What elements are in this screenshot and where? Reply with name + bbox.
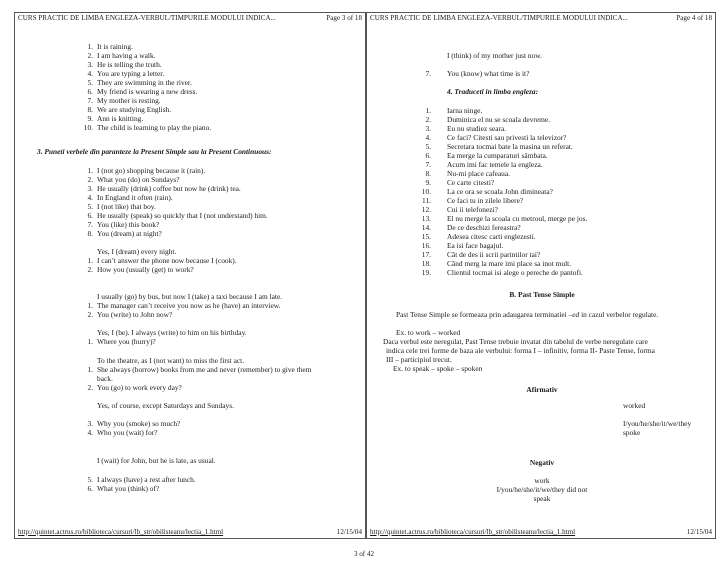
list-number: 3. — [87, 184, 93, 193]
list-number: 18. — [421, 259, 431, 268]
list-item: Ann is knitting. — [97, 114, 144, 123]
paragraph-line: indica cele trei forme de baza ale verbului: forma I – infinitiv, forma II- Paste Tense, forma — [386, 346, 655, 355]
list-item: The child is learning to play the piano. — [97, 123, 212, 132]
list-item: It is raining. — [97, 42, 133, 51]
list-number: 1. — [87, 337, 93, 346]
list-number: 13. — [421, 214, 431, 223]
list-item: The manager can’t receive you now as he (have) an interview. — [97, 301, 281, 310]
afirmativ-form: spoke — [623, 428, 641, 437]
list-item: He usually (drink) coffee but now he (drink) tea. — [97, 184, 241, 193]
list-item: I always (have) a rest after lunch. — [97, 475, 196, 484]
list-number: 2. — [87, 310, 93, 319]
list-item: Who you (wait) for? — [97, 428, 158, 437]
afirmativ-form: worked — [623, 401, 646, 410]
negativ-title: Negativ — [529, 458, 555, 467]
list-item: El nu merge la scoala cu metroul, merge pe jos. — [447, 214, 588, 223]
list-item: Cui ii telefonezi? — [447, 205, 498, 214]
list-number: 19. — [421, 268, 431, 277]
list-item: Ce faci? Citesti sau privesti la televizor? — [447, 133, 567, 142]
answer-line: Yes, of course, except Saturdays and Sundays. — [97, 401, 234, 410]
afirmativ-title: Afirmativ — [526, 385, 558, 394]
page-footer — [18, 528, 362, 536]
list-item: De ce deschizi fereastra? — [447, 223, 521, 232]
list-number: 10. — [421, 187, 431, 196]
list-number: 2. — [87, 175, 93, 184]
list-number: 9. — [425, 178, 431, 187]
negativ-line: speak — [533, 494, 551, 503]
list-item: You (like) this book? — [97, 220, 160, 229]
paragraph: Past Tense Simple se formeaza prin adaugarea terminatiei –ed in cazul verbelor regulate. — [396, 310, 659, 319]
exercise-title: 3. Puneti verbele din paranteze la Present Simple sau la Present Continuous: — [37, 147, 272, 156]
list-number: 4. — [87, 69, 93, 78]
list-number: 1. — [425, 106, 431, 115]
list-item: I am having a walk. — [97, 51, 156, 60]
list-number: 3. — [425, 124, 431, 133]
answer-line: Yes, I (dream) every night. — [97, 247, 177, 256]
negativ-line: work — [534, 476, 550, 485]
list-number: 8. — [87, 229, 93, 238]
list-number: 1. — [87, 256, 93, 265]
list-number: 4. — [425, 133, 431, 142]
list-item: Secretara tocmai bate la masina un referat. — [447, 142, 573, 151]
list-number: 4. — [87, 428, 93, 437]
footer-date: 12/15/04 — [336, 528, 362, 536]
list-number: 7. — [87, 96, 93, 105]
list-number: 1. — [87, 166, 93, 175]
afirmativ-subjects: I/you/he/she/it/we/they — [623, 419, 692, 428]
list-number: 1. — [87, 365, 93, 374]
list-number: 2. — [87, 383, 93, 392]
list-number: 11. — [422, 196, 431, 205]
list-item: I (not go) shopping because it (rain). — [97, 166, 206, 175]
list-number: 1. — [87, 42, 93, 51]
list-item: Duminica el nu se scoala devreme. — [447, 115, 551, 124]
exercise-title: 4. Traduceti in limba engleza: — [447, 87, 539, 96]
list-item: How you (usually (get) to work? — [97, 265, 194, 274]
header-page-number: Page 3 of 18 — [326, 14, 362, 22]
list-number: 3. — [87, 419, 93, 428]
list-number: 7. — [425, 69, 431, 78]
list-number: 8. — [425, 169, 431, 178]
list-item: My friend is wearing a new dress. — [97, 87, 198, 96]
negativ-line: I/you/he/she/it/we/they did not — [496, 485, 588, 494]
list-number: 7. — [425, 160, 431, 169]
page-4 — [366, 12, 716, 539]
list-item: back. — [97, 374, 113, 383]
list-number: 17. — [421, 250, 431, 259]
list-item: He usually (speak) so quickly that I (not understand) him. — [97, 211, 268, 220]
list-item: You (write) to John now? — [97, 310, 173, 319]
page-3 — [14, 12, 366, 539]
section-title: B. Past Tense Simple — [509, 290, 575, 299]
header-title: CURS PRACTIC DE LIMBA ENGLEZA-VERBUL/TIMPURILE MODULUI INDICA... — [370, 14, 628, 22]
list-item: I (not like) that boy. — [97, 202, 156, 211]
list-number: 3. — [87, 60, 93, 69]
list-item: You are typing a letter. — [97, 69, 165, 78]
sheet-counter: 3 of 42 — [353, 550, 375, 558]
list-item: Ea merge la cumparaturi sâmbata. — [447, 151, 548, 160]
list-number: 5. — [87, 78, 93, 87]
paragraph-line: III – participiul trecut. — [386, 355, 452, 364]
example-line: Ex. to work – worked — [396, 328, 461, 337]
list-number: 15. — [421, 232, 431, 241]
list-number: 14. — [421, 223, 431, 232]
list-item: Where you (hurry)? — [97, 337, 156, 346]
list-item: Ce faci tu in zilele libere? — [447, 196, 524, 205]
list-number: 5. — [87, 202, 93, 211]
list-number: 2. — [425, 115, 431, 124]
list-item: Clientul tocmai isi alege o pereche de pantofi. — [447, 268, 583, 277]
list-item: Iarna ninge. — [447, 106, 483, 115]
list-item: Acum imi fac temele la engleza. — [447, 160, 543, 169]
list-number: 10. — [83, 123, 93, 132]
example-line: Ex. to speak – spoke – spoken — [393, 364, 483, 373]
list-item: My mother is resting. — [97, 96, 161, 105]
list-item: Adesea citesc carti englezesti. — [447, 232, 536, 241]
list-number: 4. — [87, 193, 93, 202]
list-item: Cât de des ii scrii parintilor tai? — [447, 250, 541, 259]
list-number: 1. — [87, 301, 93, 310]
footer-url-link[interactable]: http://quintet.actrus.ro/biblioteca/cursuri/lb_str/obilisteanu/lectia_1.html — [370, 528, 576, 536]
answer-line: To the theatre, as I (not want) to miss the first act. — [97, 356, 245, 365]
list-number: 6. — [87, 211, 93, 220]
answer-line: I (wait) for John, but he is late, as usual. — [97, 456, 216, 465]
page-header — [370, 14, 712, 22]
list-number: 8. — [87, 105, 93, 114]
list-number: 5. — [87, 475, 93, 484]
list-item: He is telling the truth. — [97, 60, 162, 69]
list-item: La ce ora se scoala John dimineata? — [447, 187, 553, 196]
page-footer — [370, 528, 712, 536]
list-item: I (think) of my mother just now. — [447, 51, 542, 60]
list-number: 16. — [421, 241, 431, 250]
list-item: She always (borrow) books from me and never (remember) to give them — [97, 365, 312, 374]
answer-line: I usually (go) by bus, but now I (take) a taxi because I am late. — [97, 292, 283, 301]
list-item: Why you (smoke) so much? — [97, 419, 181, 428]
list-number: 6. — [425, 151, 431, 160]
list-number: 7. — [87, 220, 93, 229]
list-item: You (know) what time is it? — [447, 69, 530, 78]
list-number: 6. — [87, 87, 93, 96]
list-number: 5. — [425, 142, 431, 151]
list-number: 2. — [87, 51, 93, 60]
list-number: 6. — [87, 484, 93, 493]
list-number: 9. — [87, 114, 93, 123]
list-item: Ea isi face bagajul. — [447, 241, 504, 250]
list-item: You (dream) at night? — [97, 229, 162, 238]
list-item: In England it often (rain). — [97, 193, 173, 202]
answer-line: Yes, I (be). I always (write) to him on his birthday. — [97, 328, 247, 337]
list-item: I can’t answer the phone now because I (cook). — [97, 256, 237, 265]
list-item: What you (think) of? — [97, 484, 160, 493]
list-item: Eu nu studiez seara. — [447, 124, 507, 133]
header-title: CURS PRACTIC DE LIMBA ENGLEZA-VERBUL/TIMPURILE MODULUI INDICA... — [18, 14, 276, 22]
paragraph-line: Daca verbul este neregulat, Past Tense trebuie invatat din tabelul de verbe neregulate care — [383, 337, 648, 346]
list-item: They are swimming in the river. — [97, 78, 192, 87]
footer-date: 12/15/04 — [686, 528, 712, 536]
header-page-number: Page 4 of 18 — [676, 14, 712, 22]
list-item: We are studying English. — [97, 105, 172, 114]
list-number: 12. — [421, 205, 431, 214]
list-item: What you (do) on Sundays? — [97, 175, 180, 184]
list-item: Când merg la mare imi place sa inot mult. — [447, 259, 572, 268]
list-number: 2. — [87, 265, 93, 274]
page-header — [18, 14, 362, 22]
list-item: Ce carte citesti? — [447, 178, 495, 187]
list-item: Nu-mi place cafeaua. — [447, 169, 510, 178]
list-item: You (go) to work every day? — [97, 383, 182, 392]
footer-url-link[interactable]: http://quintet.actrus.ro/biblioteca/cursuri/lb_str/obilisteanu/lectia_1.html — [18, 528, 224, 536]
